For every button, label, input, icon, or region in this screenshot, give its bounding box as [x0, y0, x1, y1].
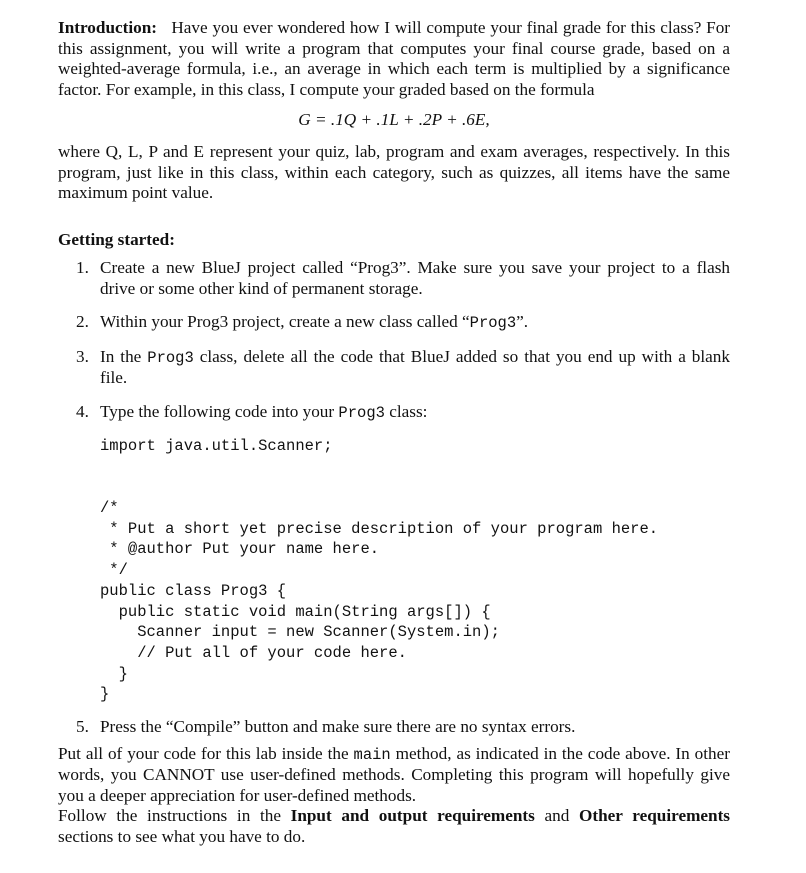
steps-list-continued — [58, 717, 730, 738]
step-code: Prog3 — [469, 314, 517, 332]
code-listing — [100, 436, 730, 705]
steps-list — [58, 258, 730, 423]
closing-text: Put all of your code for this lab inside the — [58, 743, 354, 763]
step-code: Prog3 — [338, 403, 385, 422]
code-line: * @author Put your name here. — [100, 540, 380, 559]
section-ref-other-requirements: Other requirements — [579, 806, 730, 826]
step-text: Press the “Compile” button and make sure there are no syntax errors. — [100, 717, 576, 737]
closing-paragraph-2 — [58, 806, 730, 847]
intro-line1: Have you ever wondered how I will compute your final grade for this class? — [171, 18, 702, 37]
step-4 — [58, 402, 730, 424]
intro-paragraph-2: where Q, L, P and E represent your quiz, lab, program and exam averages, respectively. In this program, just like in this class, within each category, such as quizzes, all items have the same maximum point value. — [58, 142, 730, 202]
intro-heading: Introduction: — [58, 18, 158, 37]
code-line: // Put all of your code here. — [100, 644, 407, 662]
step-text: class: — [384, 401, 428, 421]
code-line: } — [100, 685, 110, 704]
closing-text: method, as indicated in the code above. In other words, you CANNOT use user-defined methods. Completing this program will hopefully give you a deeper appreciation for user-defined methods. — [58, 743, 730, 805]
code-line: Scanner input = new Scanner(System.in); — [100, 623, 500, 642]
step-number: 3. — [76, 346, 89, 366]
step-text: Type the following code into your — [100, 401, 339, 421]
code-line: * Put a short yet precise description of your program here. — [100, 519, 659, 538]
closing-paragraph-1 — [58, 744, 730, 807]
code-line — [100, 477, 730, 498]
step-text: ”. — [516, 312, 529, 331]
closing-section — [58, 744, 730, 848]
step-text: In the — [100, 346, 148, 366]
getting-started-heading: Getting started: — [58, 229, 175, 249]
section-ref-input-output: Input and output requirements — [290, 806, 535, 826]
step-number: 1. — [76, 258, 89, 277]
step-number: 2. — [76, 312, 89, 331]
step-2 — [58, 312, 730, 334]
step-number: 5. — [76, 717, 89, 737]
code-line: public class Prog3 { — [100, 581, 287, 600]
step-text: Create a new BlueJ project called “Prog3”. Make sure you save your project to a flash drive or some other kind of permanent storage. — [100, 258, 730, 298]
intro-paragraph — [58, 18, 730, 100]
step-text: Within your Prog3 project, create a new class called “ — [100, 312, 470, 331]
step-number: 4. — [76, 401, 89, 421]
main-method-code: main — [353, 745, 391, 764]
intro-line2: For this assignment, you will write a program that computes your final course grade, based on a weighted-average formula, i.e., an average in which each term is multiplied by a significance factor. For example, in this class, I compute your graded based on the formula — [58, 18, 731, 99]
step-code: Prog3 — [147, 348, 194, 367]
step-5 — [58, 717, 730, 738]
step-1 — [58, 258, 730, 299]
code-line: public static void main(String args[]) { — [100, 602, 491, 621]
code-line: } — [100, 664, 128, 683]
closing-text: and — [534, 806, 580, 826]
code-line: /* — [100, 499, 119, 518]
code-line: import java.util.Scanner; — [100, 437, 333, 455]
grade-formula: G = .1Q + .1L + .2P + .6E, — [298, 110, 490, 129]
step-text: class, delete all the code that BlueJ added so that you end up with a blank file. — [100, 346, 730, 387]
closing-text: sections to see what you have to do. — [58, 826, 306, 846]
document-page — [58, 18, 730, 847]
code-line: */ — [100, 561, 128, 580]
step-3 — [58, 347, 730, 389]
closing-text: Follow the instructions in the — [58, 806, 291, 826]
code-line — [100, 457, 730, 478]
